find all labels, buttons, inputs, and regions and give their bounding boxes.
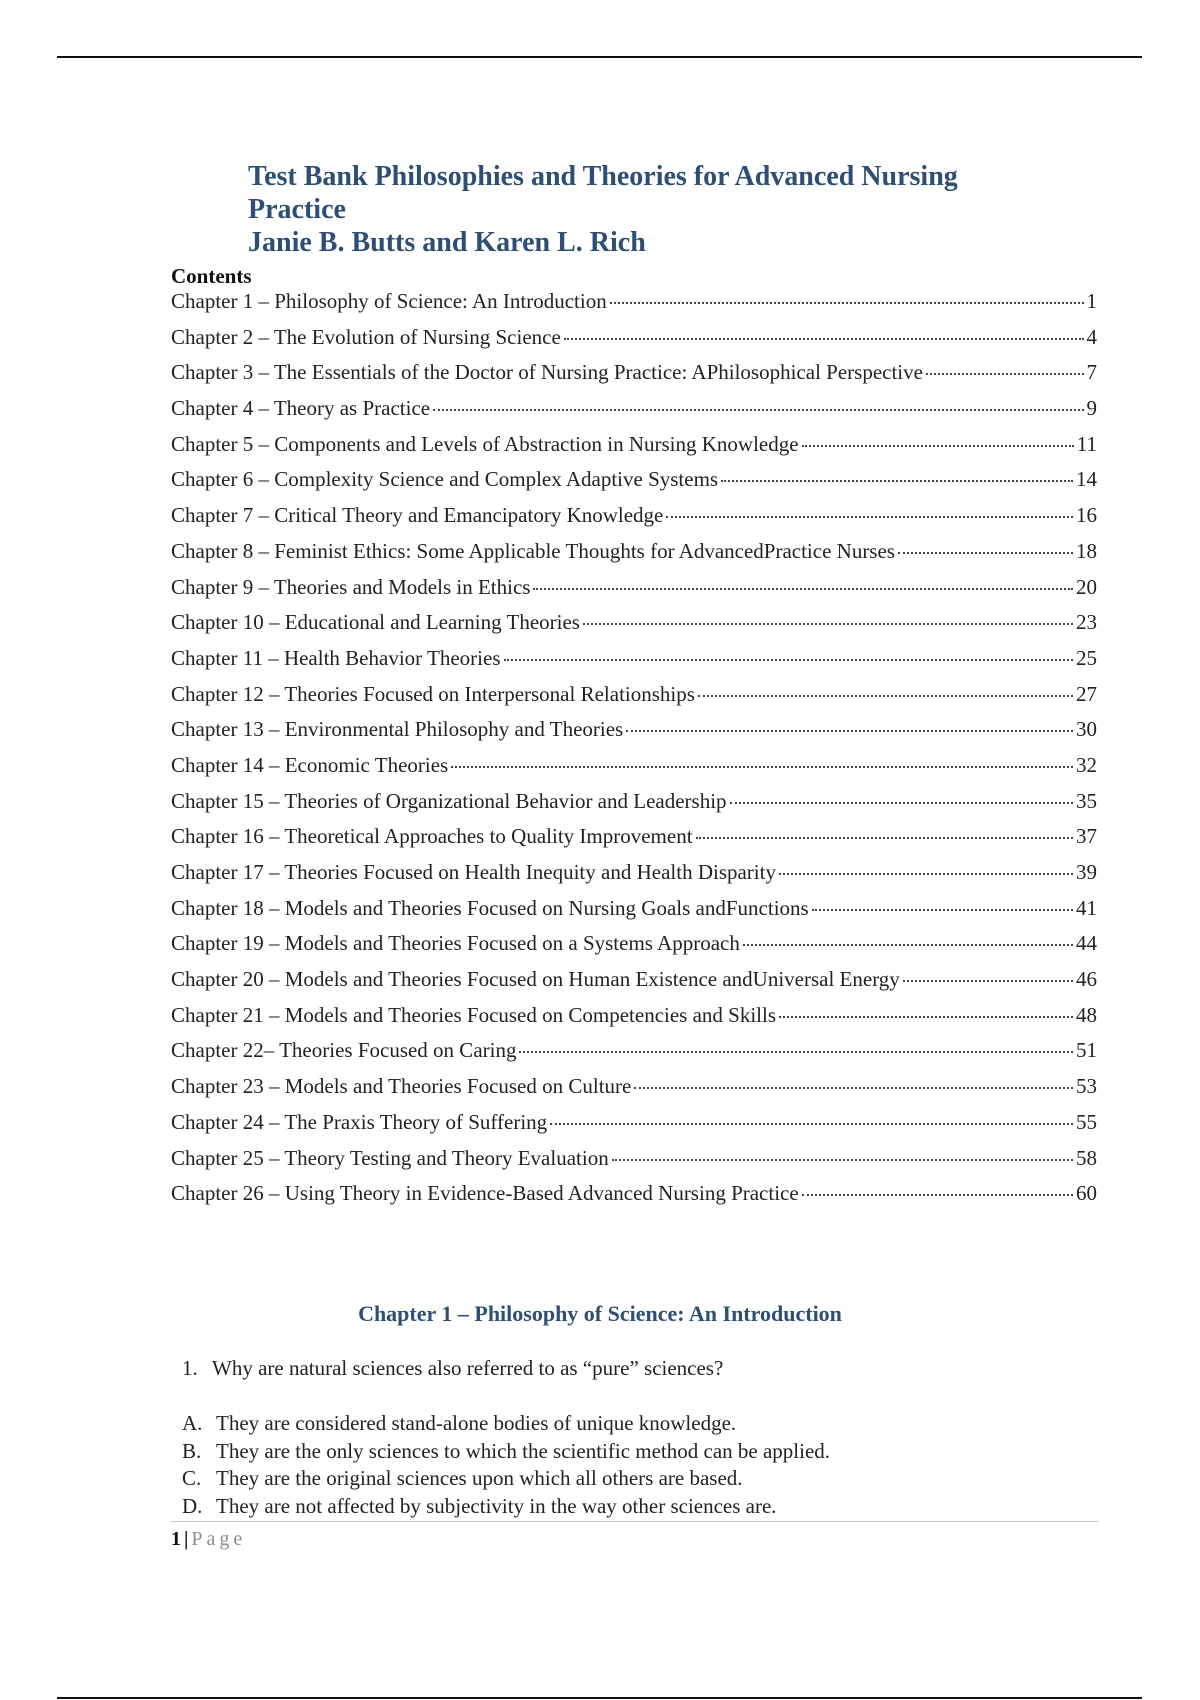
- page-word: Page: [191, 1528, 247, 1550]
- toc-entry-page: 1: [1086, 289, 1097, 313]
- toc-entry-label: Chapter 11 – Health Behavior Theories: [171, 645, 501, 670]
- answer-letter: B.: [182, 1438, 202, 1463]
- toc-entry-label: Chapter 23 – Models and Theories Focused on Culture: [171, 1074, 632, 1099]
- toc-dot-leader: [610, 302, 1084, 304]
- toc-entry-label: Chapter 2 – The Evolution of Nursing Science: [171, 324, 561, 349]
- toc-entry[interactable]: [171, 641, 1097, 677]
- toc-entry[interactable]: [171, 855, 1097, 891]
- footer-rule: [171, 1521, 1099, 1522]
- toc-entry-page: 7: [1086, 360, 1097, 385]
- toc-dot-leader: [926, 373, 1084, 375]
- toc-dot-leader: [433, 409, 1083, 411]
- toc-entry-label: Chapter 7 – Critical Theory and Emancipatory Knowledge: [171, 503, 664, 528]
- toc-entry-label: Chapter 14 – Economic Theories: [171, 752, 449, 777]
- toc-entry-label: Chapter 12 – Theories Focused on Interpersonal Relationships: [171, 681, 695, 706]
- answer-option: [182, 1493, 830, 1521]
- document-title: [248, 160, 1008, 259]
- toc-entry[interactable]: [171, 748, 1097, 784]
- toc-entry-label: Chapter 4 – Theory as Practice: [171, 396, 431, 421]
- answer-option: [182, 1465, 830, 1493]
- question-text: Why are natural sciences also referred to as “pure” sciences?: [212, 1356, 724, 1380]
- toc-dot-leader: [519, 1051, 1073, 1053]
- toc-entry[interactable]: [171, 819, 1097, 855]
- toc-entry[interactable]: [171, 1105, 1097, 1141]
- toc-entry[interactable]: [171, 320, 1097, 356]
- answer-text: They are considered stand-alone bodies of unique knowledge.: [216, 1411, 737, 1435]
- toc-entry-page: 20: [1076, 574, 1097, 599]
- toc-entry[interactable]: [171, 784, 1097, 820]
- toc-entry-page: 25: [1076, 645, 1097, 670]
- toc-entry-page: 48: [1076, 1002, 1097, 1027]
- toc-entry-label: Chapter 6 – Complexity Science and Complex Adaptive Systems: [171, 467, 719, 492]
- toc-dot-leader: [743, 944, 1073, 946]
- toc-entry-page: 39: [1076, 860, 1097, 884]
- answer-letter: A.: [182, 1411, 203, 1435]
- toc-entry-page: 60: [1076, 1181, 1097, 1206]
- toc-entry-label: Chapter 18 – Models and Theories Focused on Nursing Goals andFunctions: [171, 895, 809, 920]
- toc-entry-page: 37: [1076, 824, 1097, 849]
- toc-entry-page: 14: [1076, 467, 1097, 492]
- answer-letter: C.: [182, 1466, 202, 1490]
- toc-entry-label: Chapter 5 – Components and Levels of Abstraction in Nursing Knowledge: [171, 431, 799, 456]
- toc-dot-leader: [903, 980, 1073, 982]
- toc-entry-label: Chapter 24 – The Praxis Theory of Suffering: [171, 1109, 548, 1134]
- toc-entry-label: Chapter 26 – Using Theory in Evidence-Based Advanced Nursing Practice: [171, 1181, 799, 1206]
- toc-entry[interactable]: [171, 998, 1097, 1034]
- toc-entry-page: 46: [1076, 967, 1097, 992]
- toc-entry-page: 51: [1076, 1038, 1097, 1063]
- toc-entry-page: 55: [1076, 1109, 1097, 1134]
- toc-dot-leader: [812, 909, 1073, 911]
- toc-entry-page: 9: [1086, 396, 1097, 421]
- toc-entry-page: 4: [1086, 324, 1097, 349]
- answer-option: [182, 1410, 830, 1438]
- toc-dot-leader: [898, 552, 1073, 554]
- toc-entry-label: Chapter 21 – Models and Theories Focused on Competencies and Skills: [171, 1002, 777, 1027]
- toc-dot-leader: [698, 695, 1073, 697]
- toc-dot-leader: [612, 1159, 1073, 1161]
- toc-entry[interactable]: [171, 570, 1097, 606]
- toc-entry-label: Chapter 16 – Theoretical Approaches to Quality Improvement: [171, 824, 693, 849]
- toc-entry[interactable]: [171, 1033, 1097, 1069]
- toc-entry-label: Chapter 1 – Philosophy of Science: An Introduction: [171, 289, 607, 313]
- toc-entry-page: 58: [1076, 1145, 1097, 1170]
- toc-entry[interactable]: [171, 534, 1097, 570]
- toc-dot-leader: [730, 802, 1073, 804]
- toc-entry[interactable]: [171, 498, 1097, 534]
- toc-entry[interactable]: [171, 891, 1097, 927]
- toc-dot-leader: [550, 1123, 1073, 1125]
- toc-dot-leader: [721, 480, 1073, 482]
- page-number: 1: [171, 1528, 181, 1550]
- chapter-heading: Chapter 1 – Philosophy of Science: An Introduction: [358, 1301, 842, 1326]
- toc-dot-leader: [779, 873, 1073, 875]
- question: [182, 1354, 723, 1382]
- toc-entry-label: Chapter 25 – Theory Testing and Theory Evaluation: [171, 1145, 609, 1170]
- toc-dot-leader: [802, 445, 1074, 447]
- toc-dot-leader: [779, 1016, 1073, 1018]
- toc-entry-page: 27: [1076, 681, 1097, 706]
- toc-dot-leader: [626, 730, 1073, 732]
- toc-entry-page: 32: [1076, 752, 1097, 777]
- toc-entry-page: 53: [1076, 1074, 1097, 1099]
- toc-entry-page: 23: [1076, 610, 1097, 635]
- toc-entry-label: Chapter 19 – Models and Theories Focused on a Systems Approach: [171, 931, 740, 956]
- toc-entry[interactable]: [171, 1069, 1097, 1105]
- toc-entry-label: Chapter 22– Theories Focused on Caring: [171, 1038, 517, 1063]
- toc-entry[interactable]: [171, 1141, 1097, 1177]
- toc-entry[interactable]: [171, 712, 1097, 748]
- toc-entry[interactable]: [171, 391, 1097, 427]
- toc-entry-label: Chapter 20 – Models and Theories Focused on Human Existence andUniversal Energy: [171, 967, 900, 992]
- toc-entry-label: Chapter 10 – Educational and Learning Theories: [171, 610, 580, 635]
- toc-dot-leader: [634, 1087, 1073, 1089]
- answer-text: They are the original sciences upon which all others are based.: [216, 1466, 743, 1490]
- toc-entry[interactable]: [171, 462, 1097, 498]
- toc-entry[interactable]: [171, 427, 1097, 463]
- toc-entry-page: 41: [1076, 895, 1097, 920]
- toc-dot-leader: [451, 766, 1073, 768]
- title-authors: Janie B. Butts and Karen L. Rich: [248, 227, 646, 258]
- toc-dot-leader: [696, 837, 1073, 839]
- toc-entry[interactable]: [171, 284, 1097, 320]
- toc-entry-page: 16: [1076, 503, 1097, 528]
- toc-entry[interactable]: [171, 926, 1097, 962]
- page-footer: [171, 1526, 246, 1552]
- toc-entry-label: Chapter 8 – Feminist Ethics: Some Applicable Thoughts for AdvancedPractice Nurses: [171, 538, 895, 563]
- toc-entry-label: Chapter 3 – The Essentials of the Doctor of Nursing Practice: APhilosophical Perspective: [171, 360, 923, 385]
- table-of-contents: [171, 284, 1097, 1212]
- toc-dot-leader: [564, 338, 1084, 340]
- bottom-rule: [57, 1697, 1142, 1699]
- toc-entry-label: Chapter 9 – Theories and Models in Ethics: [171, 574, 531, 599]
- toc-entry-label: Chapter 17 – Theories Focused on Health Inequity and Health Disparity: [171, 860, 776, 884]
- title-line-1: Test Bank Philosophies and Theories for Advanced Nursing: [248, 161, 958, 192]
- toc-dot-leader: [504, 659, 1074, 661]
- toc-entry-label: Chapter 15 – Theories of Organizational Behavior and Leadership: [171, 788, 727, 813]
- answer-list: [182, 1410, 830, 1520]
- title-line-2: Practice: [248, 194, 346, 225]
- toc-entry[interactable]: [171, 355, 1097, 391]
- toc-entry[interactable]: [171, 605, 1097, 641]
- toc-entry[interactable]: [171, 677, 1097, 713]
- toc-dot-leader: [583, 623, 1073, 625]
- toc-entry-page: 18: [1076, 538, 1097, 563]
- footer-separator: |: [184, 1528, 189, 1550]
- toc-entry-page: 11: [1076, 431, 1097, 456]
- answer-letter: D.: [182, 1493, 203, 1518]
- toc-entry-label: Chapter 13 – Environmental Philosophy and Theories: [171, 717, 624, 742]
- toc-entry-page: 35: [1076, 788, 1097, 813]
- toc-dot-leader: [533, 588, 1073, 590]
- question-number: 1.: [182, 1356, 198, 1380]
- toc-entry-page: 30: [1076, 717, 1097, 742]
- toc-dot-leader: [802, 1194, 1073, 1196]
- answer-option: [182, 1438, 830, 1466]
- answer-text: They are not affected by subjectivity in the way other sciences are.: [216, 1493, 777, 1518]
- toc-entry-page: 44: [1076, 931, 1097, 956]
- toc-entry[interactable]: [171, 1176, 1097, 1212]
- toc-dot-leader: [666, 516, 1073, 518]
- answer-text: They are the only sciences to which the scientific method can be applied.: [216, 1438, 831, 1463]
- toc-entry[interactable]: [171, 962, 1097, 998]
- top-rule: [57, 56, 1142, 58]
- contents-heading: Contents: [171, 264, 252, 288]
